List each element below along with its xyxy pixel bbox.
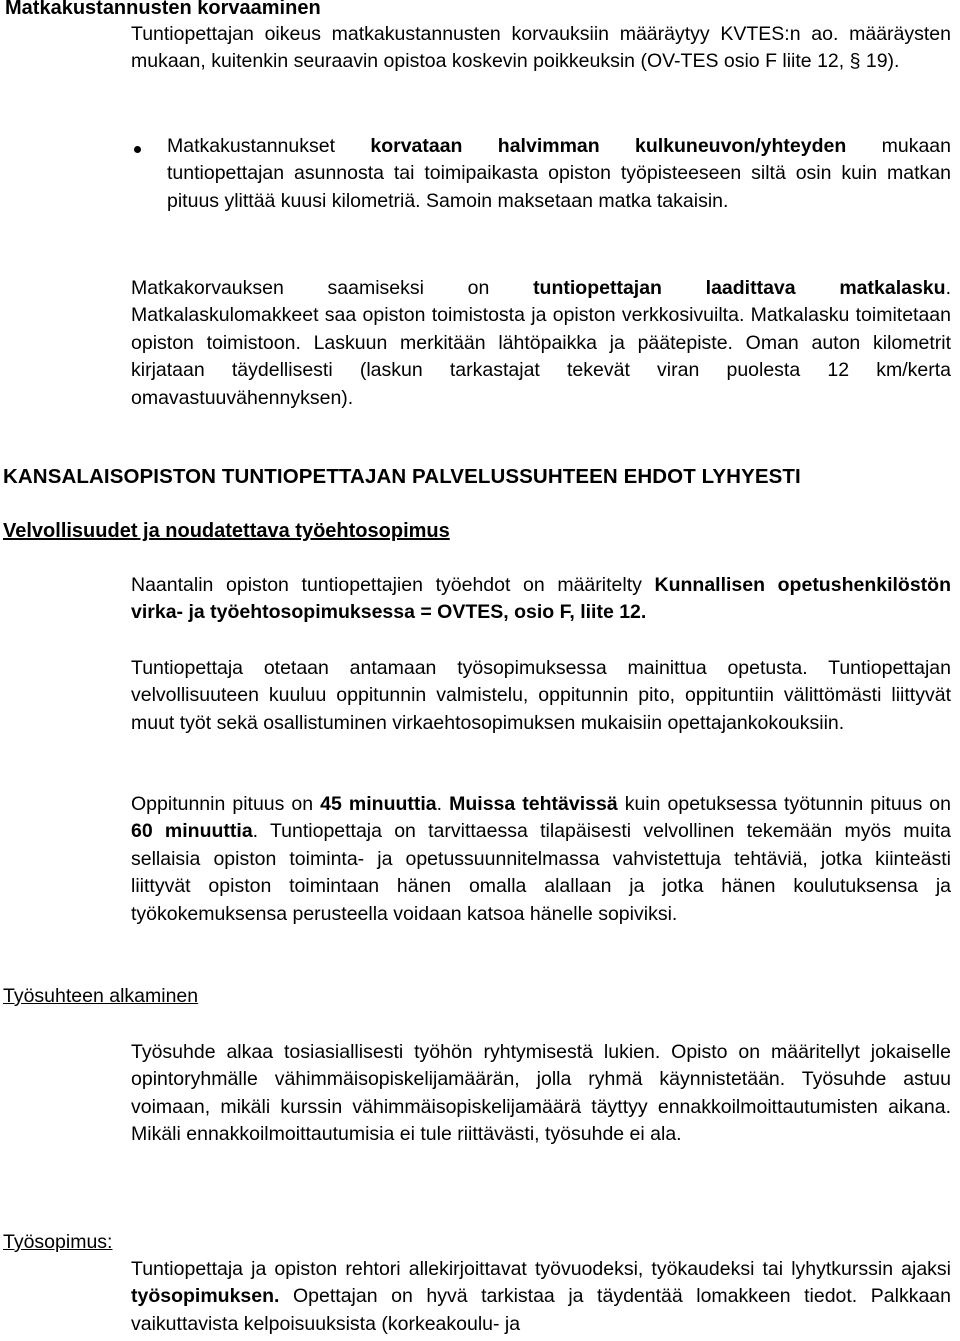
bullet-dot-icon xyxy=(134,146,141,153)
matka-intro-paragraph: Tuntiopettajan oikeus matkakustannusten korvauksiin määräytyy KVTES:n ao. määräysten mukaan, kuitenkin seuraavin opistoa koskevin poikkeuksin (OV-TES osio F liite 12, § 19). xyxy=(131,23,951,73)
velvollisuudet-paragraph-3 xyxy=(131,791,951,928)
velvollisuudet-p3-text-a: Oppitunnin pituus on xyxy=(131,793,321,815)
velvollisuudet-p3-text-c: . xyxy=(436,793,450,815)
matka-bullet-bold: korvataan halvimman kulkuneuvon/yhteyden xyxy=(370,135,847,157)
tyosopimus-text-a: Tuntiopettaja ja opiston rehtori allekirjoittavat työvuodeksi, työkaudeksi tai lyhytkurssin ajaksi xyxy=(131,1258,951,1280)
matka-bullet-text-a: Matkakustannukset xyxy=(167,135,371,157)
matka-bullet-paragraph xyxy=(167,133,951,215)
velvollisuudet-p1-text: Naantalin opiston tuntiopettajien työehdot on määritelty xyxy=(131,574,655,596)
tyosopimus-paragraph xyxy=(131,1256,951,1338)
velvollisuudet-p3-bold-muissa: Muissa tehtävissä xyxy=(449,793,618,815)
matka-claim-text-c: . Matkalaskulomakkeet saa opiston toimistosta ja opiston verkkosivuilta. Matkalasku toimitetaan opiston toimistoon. Laskuun merkitään lähtöpaikka ja päätepiste. Oman auton kilometrit kirjataan täydellisesti (laskun tarkastajat tekevät viran puolesta 12 km/kerta omavastuuvähennyksen). xyxy=(131,277,951,409)
velvollisuudet-p3-text-e: kuin opetuksessa työtunnin pituus on xyxy=(617,793,951,815)
matka-claim-bold: tuntiopettajan laadittava matkalasku xyxy=(533,277,946,299)
section-heading-tyosopimus: Työsopimus: xyxy=(3,1231,113,1253)
matka-claim-text-a: Matkakorvauksen saamiseksi on xyxy=(131,277,534,299)
velvollisuudet-p3-bold-60min: 60 minuuttia xyxy=(131,820,253,843)
velvollisuudet-paragraph-1 xyxy=(131,572,951,627)
document-main-title: KANSALAISOPISTON TUNTIOPETTAJAN PALVELUSSUHTEEN EHDOT LYHYESTI xyxy=(3,465,801,488)
section-heading-matkakustannukset: Matkakustannusten korvaaminen xyxy=(5,0,321,19)
matka-claim-paragraph xyxy=(131,275,951,412)
velvollisuudet-p3-bold-45min: 45 minuuttia xyxy=(320,793,437,815)
tyosopimus-bold: työsopimuksen. xyxy=(131,1285,280,1308)
alkaminen-paragraph: Työsuhde alkaa tosiasiallisesti työhön ryhtymisestä lukien. Opisto on määritellyt jokaiselle opintoryhmälle vähimmäisopiskelijamäärän, jolla ryhmä käynnistetään. Työsuhde astuu voimaan, mikäli kurssin vähimmäisopiskelijamäärä täyttyy ennakkoilmoittautumisten aikana. Mikäli ennakkoilmoittautumisia ei tule riittävästi, työsuhde ei ala. xyxy=(131,1041,951,1146)
velvollisuudet-paragraph-2: Tuntiopettaja otetaan antamaan työsopimuksessa mainittua opetusta. Tuntiopettajan velvollisuuteen kuuluu oppitunnin valmistelu, oppitunnin pito, oppituntiin välittömästi liittyvät muut työt sekä osallistuminen virkaehtosopimuksen mukaisiin opettajankokouksiin. xyxy=(131,657,951,734)
velvollisuudet-p1-bold: Kunnallisen opetushenkilöstön virka- ja työehtosopimuksessa = OVTES, osio F, liite 12. xyxy=(131,574,951,624)
matka-bullet-text-c: mukaan tuntiopettajan asunnosta tai toimipaikasta opiston työpisteeseen siltä osin kuin matkan pituus ylittää kuusi kilometriä. Samoin maksetaan matka takaisin. xyxy=(167,135,951,212)
section-heading-alkaminen: Työsuhteen alkaminen xyxy=(3,985,199,1007)
section-heading-velvollisuudet: Velvollisuudet ja noudatettava työehtosopimus xyxy=(3,520,450,542)
tyosopimus-text-c: Opettajan on hyvä tarkistaa ja täydentää lomakkeen tiedot. Palkkaan vaikuttavista kelpoisuuksista (korkeakoulu- ja xyxy=(131,1285,951,1335)
velvollisuudet-p3-text-g: . Tuntiopettaja on tarvittaessa tilapäisesti velvollinen tekemään myös muita sellaisia opiston toiminta- ja opetussuunnitelmassa vahvistettuja tehtäviä, jotka kiinteästi liittyvät opiston toimintaan hänen omalla alallaan ja jotka hänen koulutuksensa ja työkokemuksensa perusteella voidaan katsoa hänelle sopiviksi. xyxy=(131,820,951,925)
